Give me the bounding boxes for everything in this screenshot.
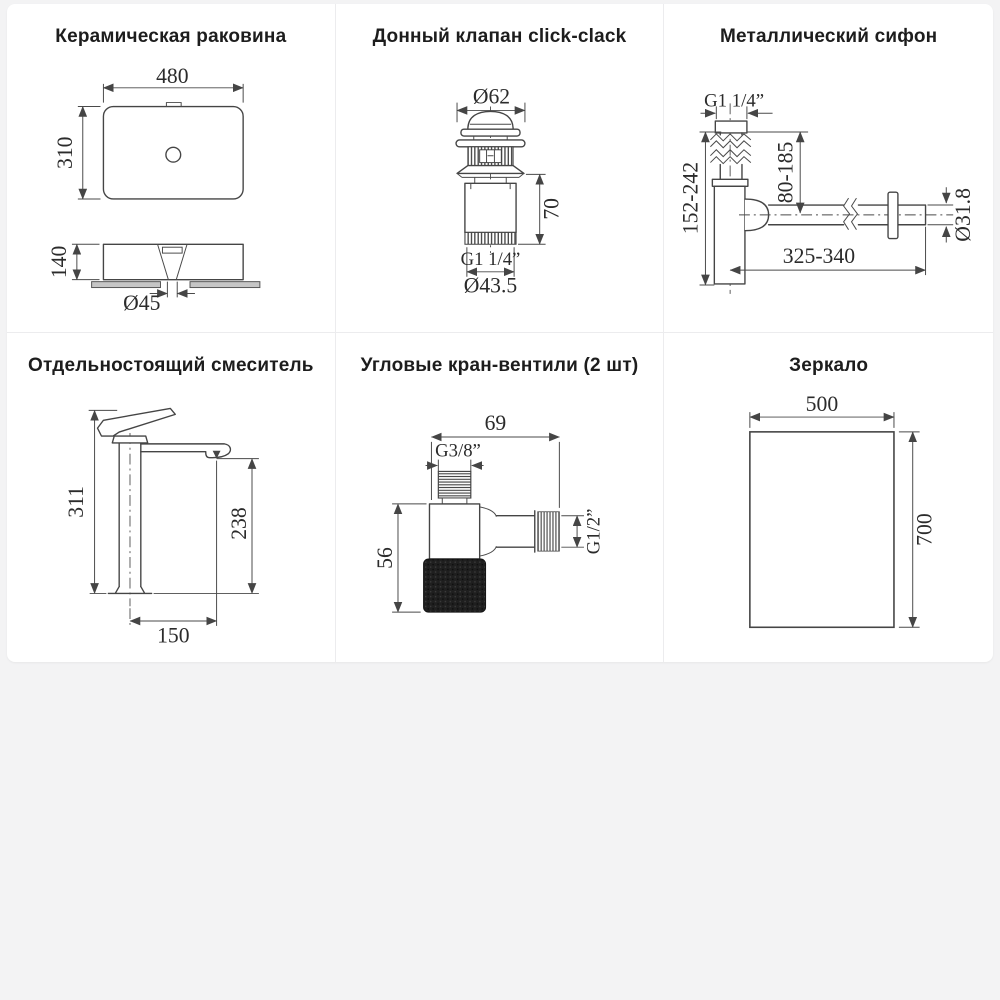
dim-label: G1/2” (583, 508, 605, 555)
dim-label: 140 (47, 245, 72, 279)
panel-title: Зеркало (789, 355, 869, 376)
dim-label: Ø43.5 (463, 273, 517, 298)
sink-side-view (72, 244, 260, 297)
panel-title: Керамическая раковина (55, 26, 287, 47)
dim-label: 480 (156, 63, 189, 88)
mirror-drawing (664, 333, 993, 662)
popup-valve-drawing (336, 4, 664, 332)
dim-label: 70 (539, 198, 564, 220)
angle-valve-drawing (336, 333, 664, 662)
dim-label: Ø62 (472, 84, 510, 109)
dim-label: 56 (372, 547, 397, 569)
panel-title: Угловые кран-вентили (2 шт) (360, 355, 639, 376)
spec-card (7, 4, 993, 662)
dim-label: 150 (157, 623, 190, 648)
panel-popup-valve (336, 4, 665, 333)
dim-label: 700 (912, 513, 937, 546)
sink-drawing (7, 4, 335, 332)
siphon-drawing (664, 4, 993, 332)
dim-label: 80-185 (773, 141, 798, 204)
sink-top-view (78, 84, 243, 199)
dim-label: 311 (63, 486, 88, 518)
dim-label: 500 (805, 392, 839, 417)
dim-label: G1 1/4” (460, 248, 520, 270)
panel-siphon (664, 4, 993, 333)
panel-title: Донный клапан click-clack (372, 26, 627, 47)
panel-title: Отдельностоящий смеситель (28, 355, 314, 376)
dim-label: Ø45 (123, 291, 161, 316)
dim-label: 69 (484, 411, 506, 436)
panel-mirror (664, 333, 993, 662)
dim-label: G1 1/4” (704, 90, 765, 112)
panel-angle-valves (336, 333, 665, 662)
valve-body (423, 471, 559, 612)
panel-mixer (7, 333, 336, 662)
mixer-drawing (7, 333, 335, 662)
dim-label: 310 (52, 136, 77, 169)
dim-label: 152-242 (678, 161, 703, 235)
dim-label: Ø31.8 (951, 188, 976, 242)
dim-label: G3/8” (434, 440, 481, 462)
dim-label: 325-340 (783, 244, 856, 269)
mirror-body (750, 432, 894, 627)
dim-label: 238 (227, 507, 252, 540)
panel-title: Металлический сифон (719, 26, 938, 47)
mixer-body (98, 408, 231, 606)
panel-ceramic-sink (7, 4, 336, 333)
valve-body (456, 103, 525, 254)
